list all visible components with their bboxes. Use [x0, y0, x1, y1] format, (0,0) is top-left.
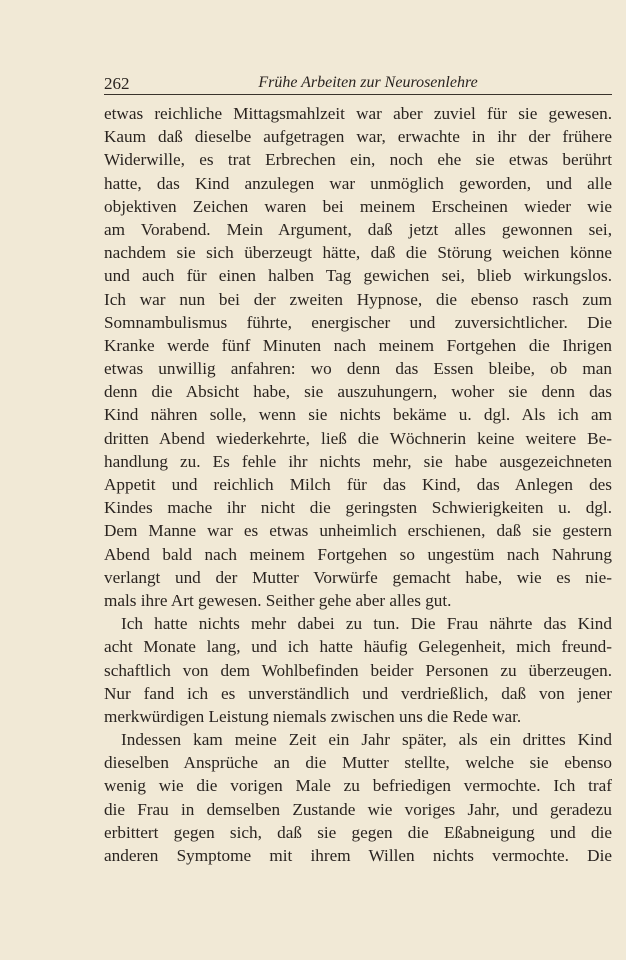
text-line: verlangt und der Mutter Vorwürfe gemacht habe, wie es nie-	[104, 567, 612, 587]
text-line: Ich war nun bei der zweiten Hypnose, die ebenso rasch zum	[104, 289, 612, 309]
text-line: Nur fand ich es unverständlich und verdrießlich, daß von jener	[104, 683, 612, 703]
text-line: Abend bald nach meinem Fortgehen so ungestüm nach Nahrung	[104, 544, 612, 564]
text-line: etwas unwillig anfahren: wo denn das Essen bleibe, ob man	[104, 359, 612, 379]
text-line: Appetit und reichlich Milch für das Kind, das Anlegen des	[104, 475, 612, 494]
text-line: denn die Absicht habe, sie auszuhungern, woher sie denn das	[104, 382, 612, 402]
text-line: nachdem sie sich überzeugt hätte, daß die Störung weichen könne	[104, 243, 612, 263]
text-line: Dem Manne war es etwas unheimlich erschienen, daß sie gestern	[104, 521, 612, 541]
text-line: dieselben Ansprüche an die Mutter stellte, welche sie ebenso	[104, 753, 612, 773]
text-line: Widerwille, es trat Erbrechen ein, noch ehe sie etwas berührt	[104, 150, 612, 170]
text-line: Kind nähren solle, wenn sie nichts bekäme u. dgl. Als ich am	[104, 405, 612, 425]
text-line: Ich hatte nichts mehr dabei zu tun. Die Frau nährte das Kind	[121, 614, 612, 634]
text-line: erbittert gegen sich, daß sie gegen die Eßabneigung und die	[104, 822, 612, 842]
text-line: Somnambulismus führte, energischer und zuversichtlicher. Die	[104, 312, 612, 332]
text-line: am Vorabend. Mein Argument, daß jetzt alles gewonnen sei,	[104, 219, 612, 239]
text-line: wenig wie die vorigen Male zu befriedigen vermochte. Ich traf	[104, 776, 612, 796]
text-line: acht Monate lang, und ich hatte häufig Gelegenheit, mich freund-	[104, 637, 612, 657]
text-line: Indessen kam meine Zeit ein Jahr später, als ein drittes Kind	[121, 730, 612, 750]
running-header	[104, 72, 612, 95]
text-line: und auch für einen halben Tag gewichen sei, blieb wirkungslos.	[104, 266, 612, 286]
text-line: dritten Abend wiederkehrte, ließ die Wöchnerin keine weitere Be-	[104, 428, 612, 448]
body-text	[104, 102, 612, 867]
text-line: Kranke werde fünf Minuten nach meinem Fortgehen die Ihrigen	[104, 335, 612, 355]
text-line: handlung zu. Es fehle ihr nichts mehr, sie habe ausgezeichneten	[104, 451, 612, 471]
text-line: merkwürdigen Leistung niemals zwischen uns die Rede war.	[104, 706, 522, 726]
text-line: Kaum daß dieselbe aufgetragen war, erwachte in ihr der frühere	[104, 127, 612, 147]
text-line: die Frau in demselben Zustande wie voriges Jahr, und geradezu	[104, 799, 612, 819]
text-line: etwas reichliche Mittagsmahlzeit war aber zuviel für sie gewesen.	[104, 104, 612, 123]
text-line: objektiven Zeichen waren bei meinem Erscheinen wieder wie	[104, 196, 612, 216]
text-line: hatte, das Kind anzulegen war unmöglich geworden, und alle	[104, 173, 612, 193]
text-line: schaftlich von dem Wohlbefinden beider Personen zu überzeugen.	[104, 660, 612, 680]
text-line: Kindes mache ihr nicht die geringsten Schwierigkeiten u. dgl.	[104, 498, 612, 518]
text-line: mals ihre Art gewesen. Seither gehe aber alles gut.	[104, 590, 452, 610]
page-number: 262	[104, 74, 130, 93]
running-title: Frühe Arbeiten zur Neurosenlehre	[258, 74, 478, 91]
text-line: anderen Symptome mit ihrem Willen nichts vermochte. Die	[104, 846, 612, 865]
